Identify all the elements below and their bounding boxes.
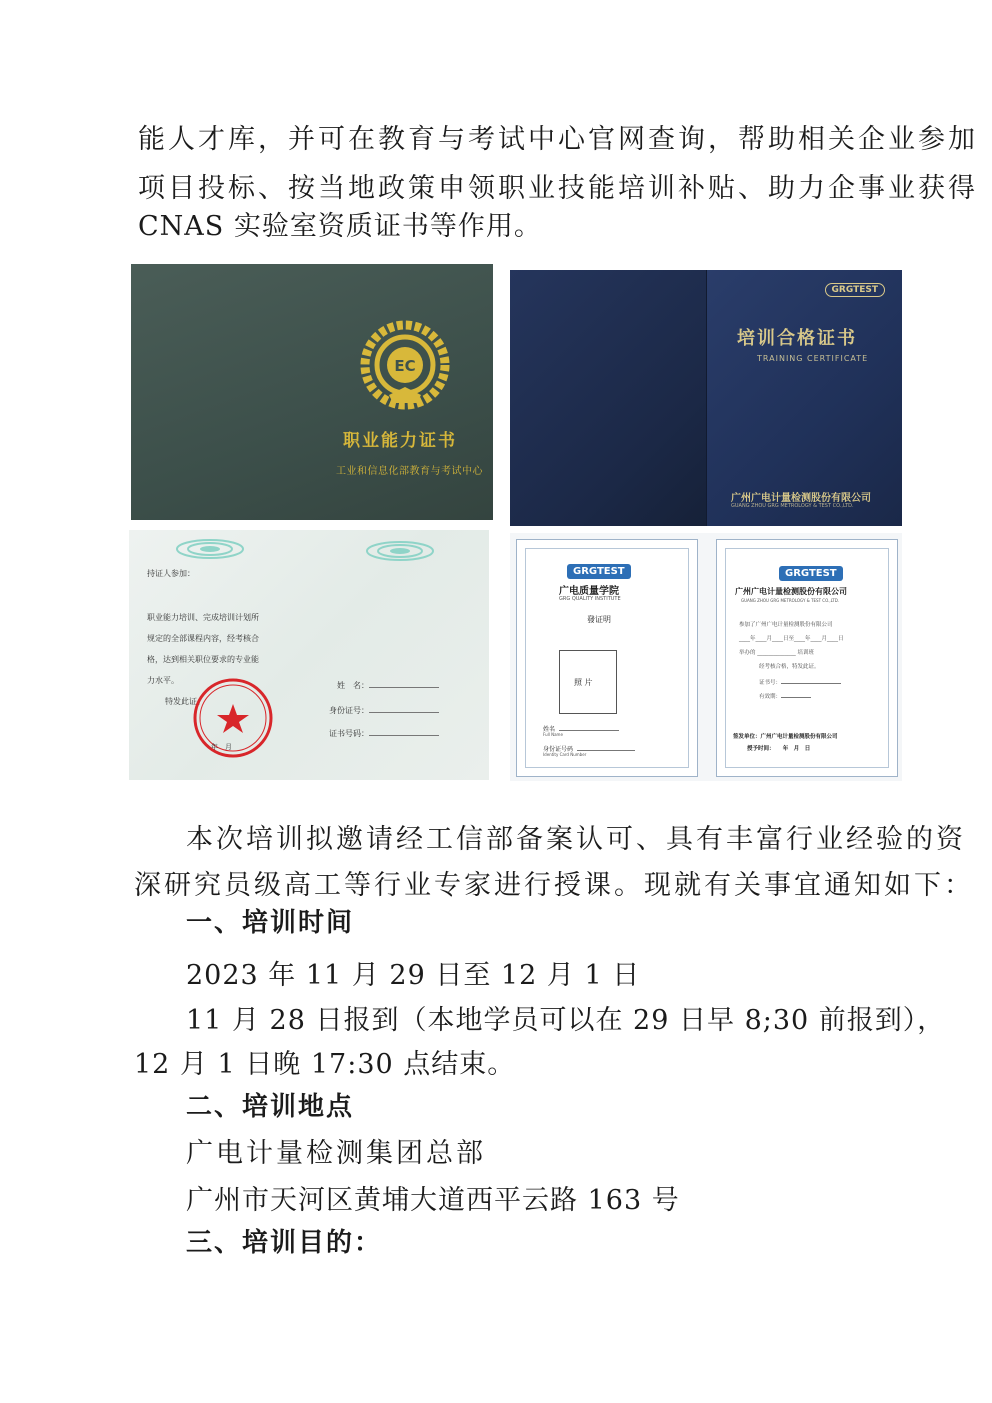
cert-line: 举办的 ______________ 培训班 xyxy=(739,650,814,656)
certificate-title: 培训合格证书 xyxy=(737,328,857,349)
cover-front xyxy=(706,270,902,526)
registration-line: 11 月 28 日报到（本地学员可以在 29 日早 8;30 前报到）， xyxy=(186,1005,946,1036)
page-subtitle: 發证明 xyxy=(587,615,611,624)
certificate-issuer: 工业和信息化部教育与考试中心 xyxy=(336,466,483,477)
name-field-label: 姓 名： xyxy=(337,680,439,691)
grgtest-logo: GRGTEST xyxy=(825,283,885,297)
cert-line: ____年____月____日至____年____月____日 xyxy=(739,636,844,642)
certificate-left-page xyxy=(516,539,698,777)
body-text: 力水平。 xyxy=(147,676,179,685)
date-line: 授予时间： 年 月 日 xyxy=(747,746,811,752)
paragraph-line: 能人才库，并可在教育与考试中心官网查询，帮助相关企业参加 xyxy=(138,124,978,155)
id-field-label: 身份证号： xyxy=(329,705,439,716)
cert-line: 参加了广州广电计量检测股份有限公司 xyxy=(739,622,833,628)
cert-number-label: 证书号： xyxy=(759,678,841,686)
photo-label: 照 片 xyxy=(574,678,593,687)
grgtest-logo: GRGTEST xyxy=(779,566,843,581)
company-name-en: GUANG ZHOU GRG METROLOGY & TEST CO.,LTD. xyxy=(741,598,840,603)
ornament-icon xyxy=(175,538,245,560)
certificate-right-page xyxy=(716,539,898,777)
paragraph-line: 本次培训拟邀请经工信部备案认可、具有丰富行业经验的资 xyxy=(186,824,966,855)
body-text: 格，达到相关职位要求的专业能 xyxy=(147,655,259,664)
institute-name: 广电质量学院 xyxy=(559,586,619,597)
section-heading: 一、培训时间 xyxy=(186,908,355,938)
issuer-line: 签发单位：广州广电计量检测股份有限公司 xyxy=(733,734,838,740)
blue-certificate-photo xyxy=(510,270,902,526)
institute-name-en: GRG QUALITY INSTITUTE xyxy=(559,596,621,602)
company-name: 广州广电计量检测股份有限公司 xyxy=(735,587,847,596)
red-seal-icon xyxy=(191,676,275,760)
date-label: 年 月 xyxy=(211,743,232,751)
cover-back xyxy=(510,270,706,526)
validity-label: 有效期： xyxy=(759,692,811,700)
section-heading: 三、培训目的： xyxy=(186,1228,383,1258)
grg-certificate-inner-photo xyxy=(510,533,902,781)
id-label: 身份证号码 xyxy=(543,744,635,753)
certificate-title: 职业能力证书 xyxy=(343,431,457,451)
venue-name-line: 广电计量检测集团总部 xyxy=(186,1138,486,1169)
paragraph-line: 深研究员级高工等行业专家进行授课。现就有关事宜通知如下： xyxy=(134,870,974,901)
certificate-inner-page-photo xyxy=(129,530,489,780)
photo-box xyxy=(559,650,617,714)
end-time-line: 12 月 1 日晚 17:30 点结束。 xyxy=(134,1049,516,1080)
paragraph-line: CNAS 实验室资质证书等作用。 xyxy=(138,211,542,242)
certificate-subtitle: TRAINING CERTIFICATE xyxy=(757,354,869,363)
grgtest-logo: GRGTEST xyxy=(567,564,631,579)
education-exam-center-emblem-icon xyxy=(359,319,451,411)
body-text: 规定的全部课程内容，经考核合 xyxy=(147,634,259,643)
ornament-icon xyxy=(365,540,435,562)
company-name-en: GUANG ZHOU GRG METROLOGY & TEST CO.,LTD. xyxy=(731,503,854,509)
name-label: 姓名 xyxy=(543,724,619,733)
training-date-line: 2023 年 11 月 29 日至 12 月 1 日 xyxy=(186,960,641,991)
svg-text:EC: EC xyxy=(394,357,416,375)
name-label-en: Full Name xyxy=(543,732,563,737)
cert-line: 经考核合格，特发此证。 xyxy=(759,664,820,670)
paragraph-line: 项目投标、按当地政策申领职业技能培训补贴、助力企事业获得 xyxy=(138,173,978,204)
company-name: 广州广电计量检测股份有限公司 xyxy=(731,493,871,504)
venue-address-line: 广州市天河区黄埔大道西平云路 163 号 xyxy=(186,1185,680,1216)
issue-text: 特发此证。 xyxy=(165,697,205,706)
body-text: 职业能力培训、完成培训计划所 xyxy=(147,613,259,622)
greeting-text: 持证人参加： xyxy=(147,569,195,578)
section-heading: 二、培训地点 xyxy=(186,1092,355,1122)
green-certificate-photo xyxy=(131,264,493,520)
id-label-en: Identity Card Number xyxy=(543,752,587,757)
cert-number-field-label: 证书号码： xyxy=(329,728,439,739)
